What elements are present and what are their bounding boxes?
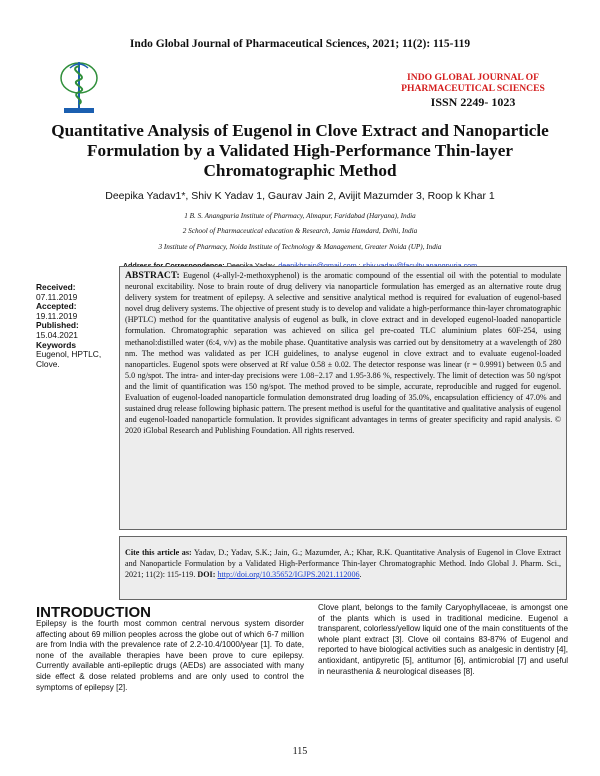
journal-brand	[388, 72, 558, 110]
caduceus-logo-icon	[56, 58, 102, 116]
citation-label: Cite this article as:	[125, 548, 192, 557]
citation	[125, 547, 561, 580]
received-date: 07.11.2019	[36, 291, 78, 302]
affiliation-2: 2 School of Pharmaceutical education & Research, Jamia Hamdard, Delhi, India	[182, 227, 418, 235]
affiliation-3: 3 Institute of Pharmacy, Noida Institute of Technology & Management, Greater Noida (UP), India	[158, 243, 442, 251]
citation-body: Yadav, D.; Yadav, S.K.; Jain, G.; Mazumder, A.; Khar, R.K. Quantitative Analysis of Eugenol in Clove Extract and Nanoparticle Formulation by a Validated High-Performance Thin-layer Chromatographic Method. Indo Global J. Pharm. Sci., 2021; 11(2): 115-119.	[125, 548, 561, 579]
journal-brand-name: INDO GLOBAL JOURNAL OF PHARMACEUTICAL SCIENCES	[401, 72, 545, 94]
published-label: Published:	[36, 320, 79, 331]
abstract	[125, 270, 561, 436]
affiliation-1: 1 B. S. Anangpuria Institute of Pharmacy, Almapur, Faridabad (Haryana), India	[184, 212, 416, 220]
doi-link[interactable]: http://doi.org/10.35652/IGJPS.2021.112006	[217, 570, 360, 579]
page-number: 115	[292, 746, 308, 757]
keywords: Eugenol, HPTLC, Clove.	[36, 349, 102, 369]
authors: Deepika Yadav1*, Shiv K Yadav 1, Gaurav Jain 2, Avijit Mazumder 3, Roop k Khar 1	[105, 190, 495, 202]
keywords-label: Keywords	[36, 339, 77, 350]
introduction-right-column: Clove plant, belongs to the family Caryophyllaceae, is amongst one of the plants which is used in traditional medicine. Eugenol a transparent, colorless/yellow liquid one of the main constituents of the whole plant extract [3]. Clove oil contains 83-87% of Eugenol and reported to have biological activities such as analgesic in dentistry [4], antioxidant, antipyretic [5], antitumor [6], antimicrobial [7] and useful in neurasthenia & neurological diseases [8].	[318, 603, 568, 676]
article-info-sidebar	[36, 283, 116, 369]
article-title: Quantitative Analysis of Eugenol in Clove Extract and Nanoparticle Formulation by a Validated High-Performance Thin-layer Chromatographic Method	[51, 121, 549, 180]
accepted-date: 19.11.2019	[36, 310, 78, 321]
journal-header: Indo Global Journal of Pharmaceutical Sciences, 2021; 11(2): 115-119	[129, 38, 471, 50]
doi-label: DOI:	[197, 570, 216, 579]
abstract-label: ABSTRACT:	[125, 270, 180, 281]
published-date: 15.04.2021	[36, 329, 78, 340]
accepted-label: Accepted:	[36, 301, 77, 312]
introduction-left-column: Epilepsy is the fourth most common central nervous system disorder affecting about 69 million peoples across the globe out of which 6-7 million are from India with the prevalence rate of 2.2-10.4/1000/year [1]. To date, none of the available therapies have been prove to cure epilepsy. Currently available anti-epileptic drugs (AEDs) are associated with many side effect & dose related problems and are only used to control the symptoms of epilepsy [2].	[36, 619, 304, 692]
citation-end: .	[359, 570, 362, 579]
section-heading-introduction: INTRODUCTION	[36, 604, 151, 621]
received-label: Received:	[36, 282, 76, 292]
abstract-body: Eugenol (4-allyl-2-methoxyphenol) is the aromatic compound of the essential oil with the potential to modulate neuronal excitability. Nose to brain route of drug delivery via nanoparticle formulation has emerged as an alternative route drug delivery system for treatment of epilepsy. A selective and sensitive analytical method is required for evaluation of eugenol-based novel drug delivery systems. The objective of present study is to develop and validate a high-performance thin-layer chromatographic (HPTLC) method for the quantitative analysis of eugenol as bulk, in clove extract and in developed eugenol-loaded nanoparticle formulation. Chromatographic separation was achieved on silica gel pre-coated TLC aluminium plates 60F-254, using methanol:distilled water (6:4, v/v) as the mobile phase. Quantitative analysis was carried out by densitometry at a wavelength of 280 nm. The method was validated as per ICH guidelines, to analyse eugenol in clove extract and to evaluate eugenol-loaded nanoparticles. Eugenol spots were observed at Rf value 0.58 ± 0.02. The detector response was linear (r = 0.9991) between 0.5 and 5.0 ng/spot. The intra- and inter-day precisions were 1.08−2.17 and 1.95-3.86 %, respectively. The limit of detection was 50 ng/spot and the limit of quantification was 150 ng/spot. The method proved to be simple, accurate, reproducible and rugged for eugenol. Evaluation of eugenol-loaded nanoparticle formulation demonstrated drug loading of 35.0%, encapsulation efficiency of 47.0% and sustained drug release following biphasic pattern. The present method is useful for the quantitative and qualitative analysis of eugenol and eugenol-loaded nanoparticle formulation. It provides significant advantages in terms of greater specificity and rapid analysis. © 2020 iGlobal Research and Publishing Foundation. All rights reserved.	[125, 271, 561, 436]
issn: ISSN 2249- 1023	[430, 95, 516, 109]
